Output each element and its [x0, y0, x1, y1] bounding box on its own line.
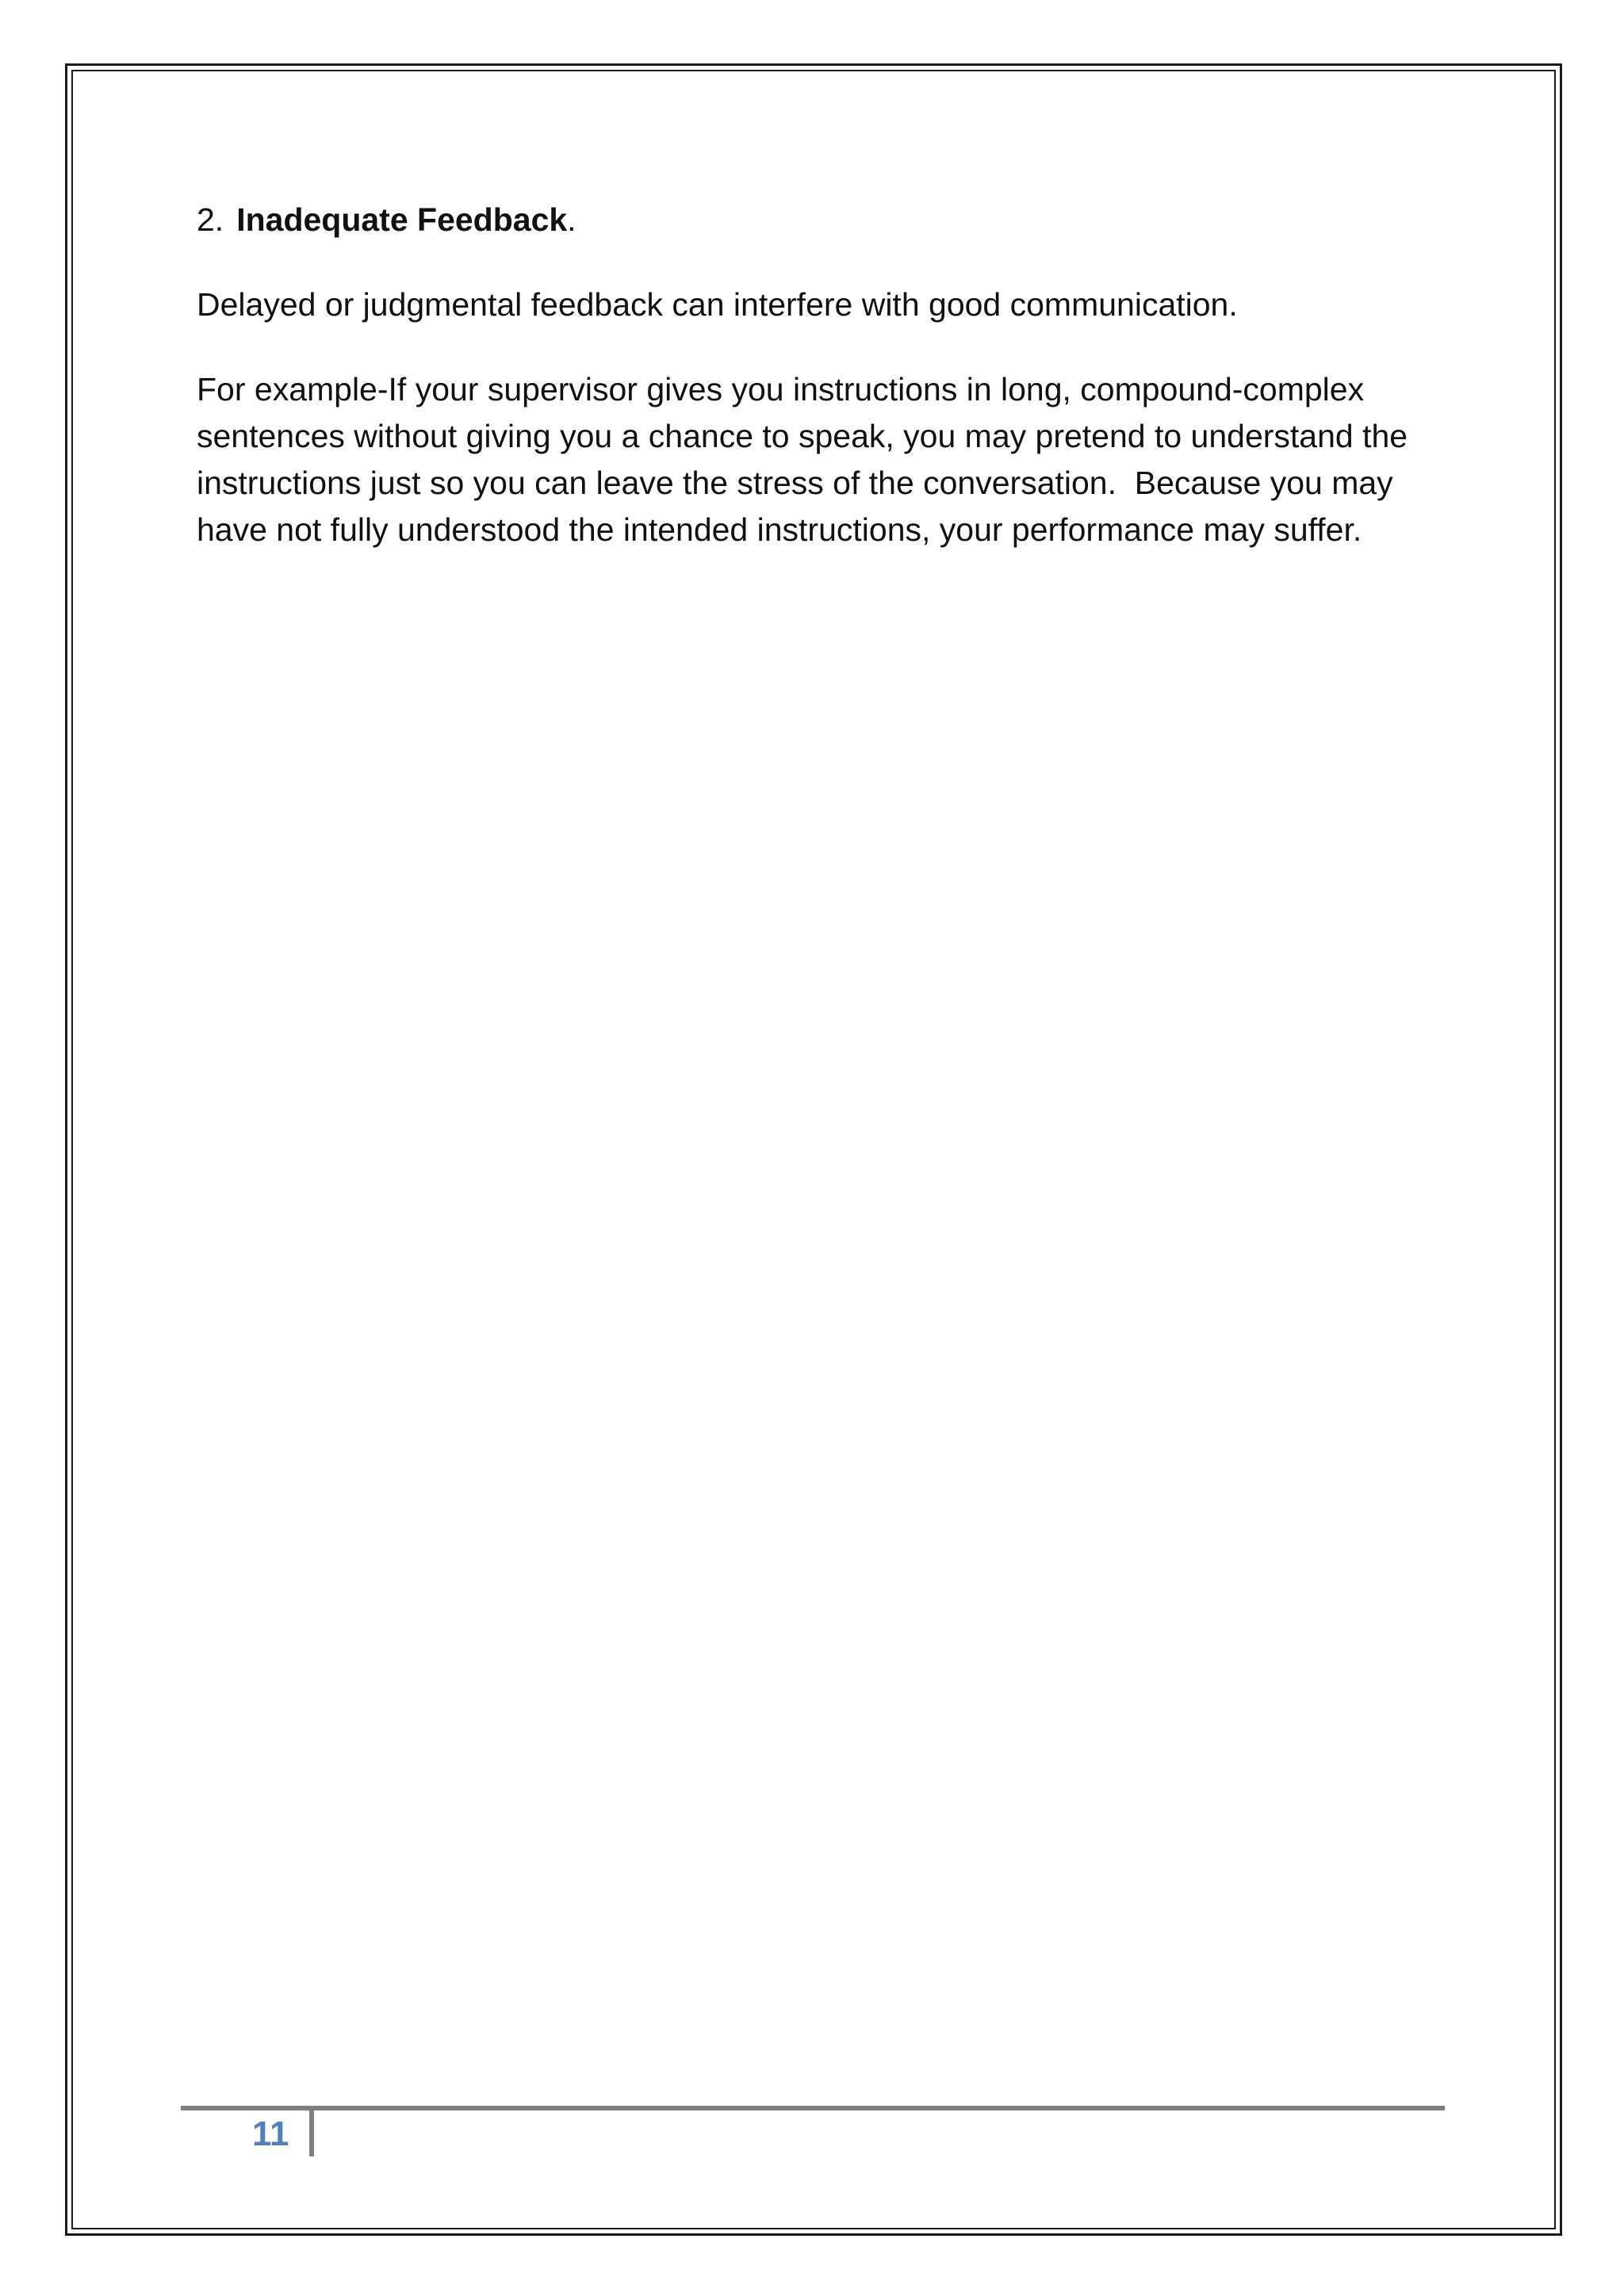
- footer-divider: [309, 2110, 314, 2156]
- paragraph-feedback-intro: Delayed or judgmental feedback can interfere with good communication.: [197, 286, 1238, 323]
- section-title-period: .: [567, 201, 576, 238]
- paragraph-example: For example-If your supervisor gives you instructions in long, compound-complex sentences without giving you a chance to speak, you may pretend to understand the instructions just so you can leave the stress of the conversation. Because you may have not fully understood the intended instructions, your performance may suffer.: [197, 371, 1417, 548]
- document-body: [197, 197, 1434, 591]
- page-number: 11: [252, 2114, 289, 2153]
- section-heading: [197, 197, 1434, 243]
- section-number: 2.: [197, 201, 224, 238]
- footer-rule: [181, 2106, 1445, 2110]
- section-title: Inadequate Feedback: [236, 201, 568, 238]
